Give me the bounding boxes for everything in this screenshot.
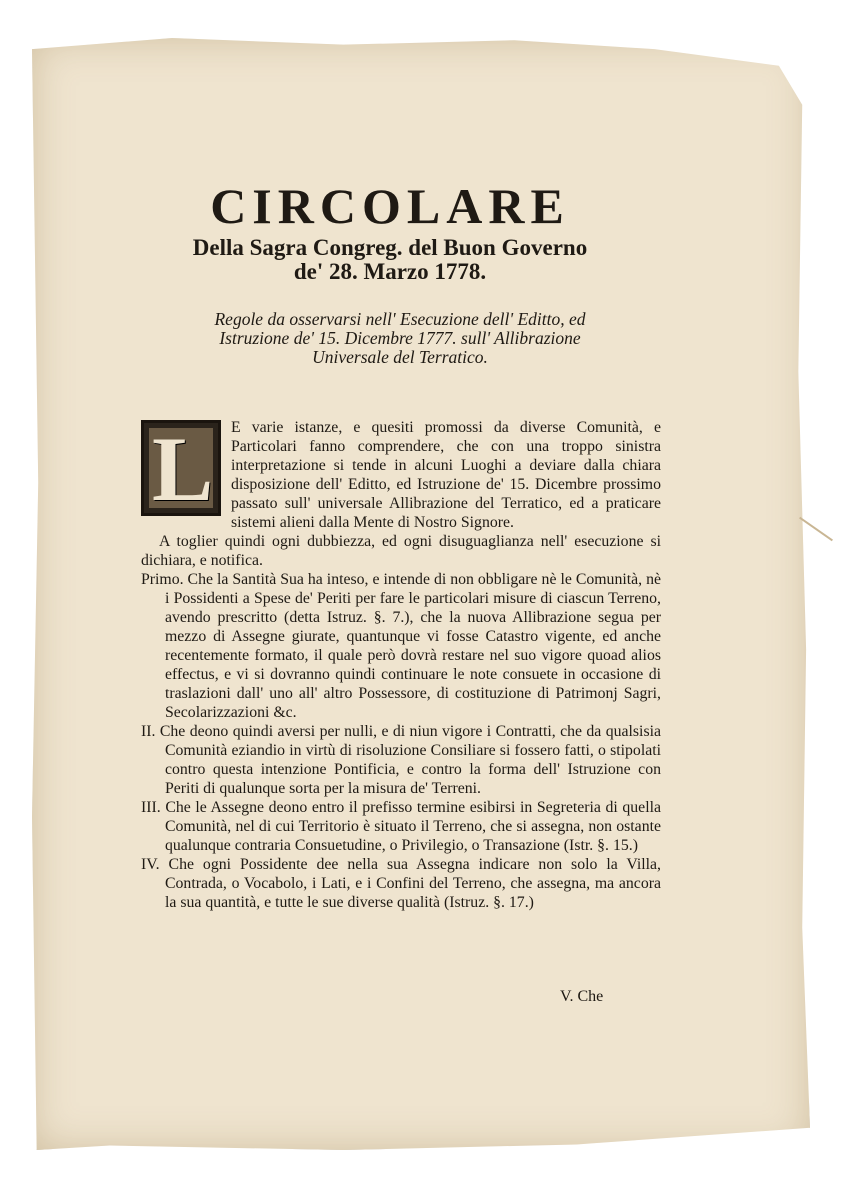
- document-body: [141, 418, 661, 912]
- subtitle-line-1: Della Sagra Congreg. del Buon Governo: [192, 235, 588, 260]
- article-ii: II. Che deono quindi aversi per nulli, e di niun vigore i Contratti, che da qualsisia Comunità eziandio in virtù di risoluzione Consiliare si fossero fatti, o stipolati contro questa intenzione Pontificia, e contro la forma dell' Istruzione con Periti di qualunque sorta per la misura de' Terreni.: [141, 723, 661, 797]
- intro-paragraph: E varie istanze, e quesiti promossi da diverse Comunità, e Particolari fanno comprendere, che con una troppo sinistra interpretazione si tende in alcuni Luoghi a deviare dalla chiara disposizione dell' Editto, ed Istruzione de' 15. Dicembre prossimo passato sull' universale Allibrazione del Terratico, ed a praticare sistemi alieni dalla Mente di Nostro Signore.: [231, 419, 661, 531]
- page-tear: [799, 517, 833, 542]
- article-primo: Primo. Che la Santità Sua ha inteso, e intende di non obbligare nè le Comunità, nè i Possidenti a Spese de' Periti per fare le particolari misure di ciascun Terreno, avendo prescritto (detta Istruz. §. 7.), che la nuova Allibrazione segua per mezzo di Assegne giurate, quantunque vi fosse Catastro vigente, ed anche recentemente formato, il quale però dovrà restare nel suo vigore quoad alios effectus, e vi si dovranno quindi continuare le note consuete in occasione di traslazioni dall' uno all' altro Possessore, di costituzione di Patrimonj Sagri, Secolarizzazioni &c.: [141, 571, 661, 721]
- catchword: V. Che: [560, 988, 604, 1005]
- subtitle-line-2: de' 28. Marzo 1778.: [293, 259, 487, 284]
- rules-heading: Regole da osservarsi nell' Esecuzione dell' Editto, ed Istruzione de' 15. Dicembre 1777. sull' Allibrazione Universale del Terratico.: [214, 309, 586, 367]
- article-iii: III. Che le Assegne deono entro il prefisso termine esibirsi in Segreteria di quella Comunità, nel di cui Territorio è situato il Terreno, che si assegna, non ostante qualunque contraria Consuetudine, o Privilegio, o Transazione (Istr. §. 15.): [141, 799, 661, 854]
- intro-paragraph-2: A toglier quindi ogni dubbiezza, ed ogni disuguaglianza nell' esecuzione si dichiara, e notifica.: [141, 533, 661, 569]
- article-iv: IV. Che ogni Possidente dee nella sua Assegna indicare non solo la Villa, Contrada, o Vocabolo, i Lati, e i Confini del Terreno, che assegna, ma ancora la sua quantità, e tutte le sue diverse qualità (Istruz. §. 17.): [141, 856, 661, 911]
- decorated-initial-icon: [141, 418, 221, 520]
- dropcap-letter: L: [152, 418, 214, 520]
- page-title: CIRCOLARE: [210, 178, 570, 234]
